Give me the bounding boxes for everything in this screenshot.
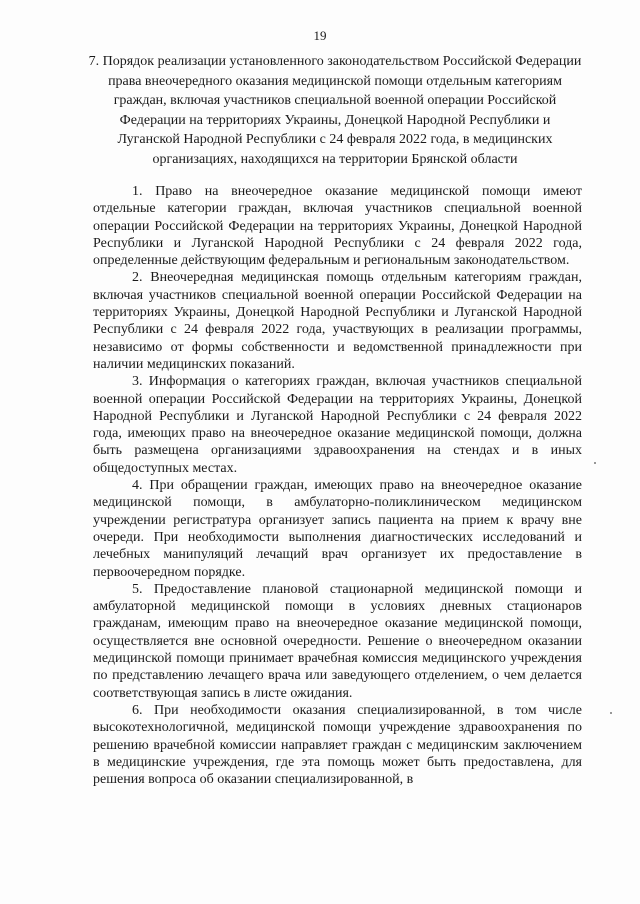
- paragraph-1: 1. Право на внеочередное оказание медицинской помощи имеют отдельные категории граждан, включая участников специальной военной операции Российской Федерации на территориях Украины, Донецкой Народной Республики и Луганской Народной Республики с 24 февраля 2022 года, определенные действующим федеральным и региональным законодательством.: [93, 184, 582, 269]
- scan-speck: [610, 712, 612, 714]
- paragraph-4: 4. При обращении граждан, имеющих право на внеочередное оказание медицинской помощи, в амбулаторно-поликлиническом медицинском учреждении регистратура организует запись пациента на прием к врачу вне очереди. При необходимости выполнения диагностических исследований и лечебных манипуляций лечащий врач организует их предоставление в первоочередном порядке.: [93, 478, 582, 580]
- paragraph-5: 5. Предоставление плановой стационарной медицинской помощи и амбулаторной медицинской помощи в условиях дневных стационаров гражданам, имеющим право на внеочередное оказание медицинской помощи, осуществляется вне основной очередности. Решение о внеочередном оказании медицинской помощи принимает врачебная комиссия медицинского учреждения по представлению лечащего врача или заведующего отделением, о чем делается соответствующая запись в листе ожидания.: [93, 581, 582, 701]
- scan-speck: [594, 462, 596, 464]
- paragraph-3: 3. Информация о категориях граждан, включая участников специальной военной операции Российской Федерации на территориях Украины, Донецкой Народной Республики и Луганской Народной Республики с 24 февраля 2022 года, имеющих право на внеочередное оказание медицинской помощи, должна быть размещена организациями здравоохранения на стендах и в иных общедоступных местах.: [93, 374, 582, 476]
- paragraph-6: 6. При необходимости оказания специализированной, в том числе высокотехнологичной, медицинской помощи учреждение здравоохранения по решению врачебной комиссии направляет граждан с медицинским заключением в медицинские учреждения, где эта помощь может быть предоставлена, для решения вопроса об оказании специализированной, в: [93, 702, 582, 788]
- paragraph-2: 2. Внеочередная медицинская помощь отдельным категориям граждан, включая участников специальной военной операции Российской Федерации на территориях Украины, Донецкой Народной Республики и Луганской Народной Республики с 24 февраля 2022 года, участвующих в реализации программы, независимо от формы собственности и ведомственной принадлежности при наличии медицинских показаний.: [93, 270, 582, 372]
- page-number: 19: [313, 28, 327, 43]
- section-heading: 7. Порядок реализации установленного законодательством Российской Федерации права внеочередного оказания медицинской помощи отдельным категориям граждан, включая участников специальной военной операции Российской Федерации на территориях Украины, Донецкой Народной Республики и Луганской Народной Республики с 24 февраля 2022 года, в медицинских организациях, находящихся на территории Брянской области: [88, 54, 582, 167]
- document-body: [93, 183, 582, 788]
